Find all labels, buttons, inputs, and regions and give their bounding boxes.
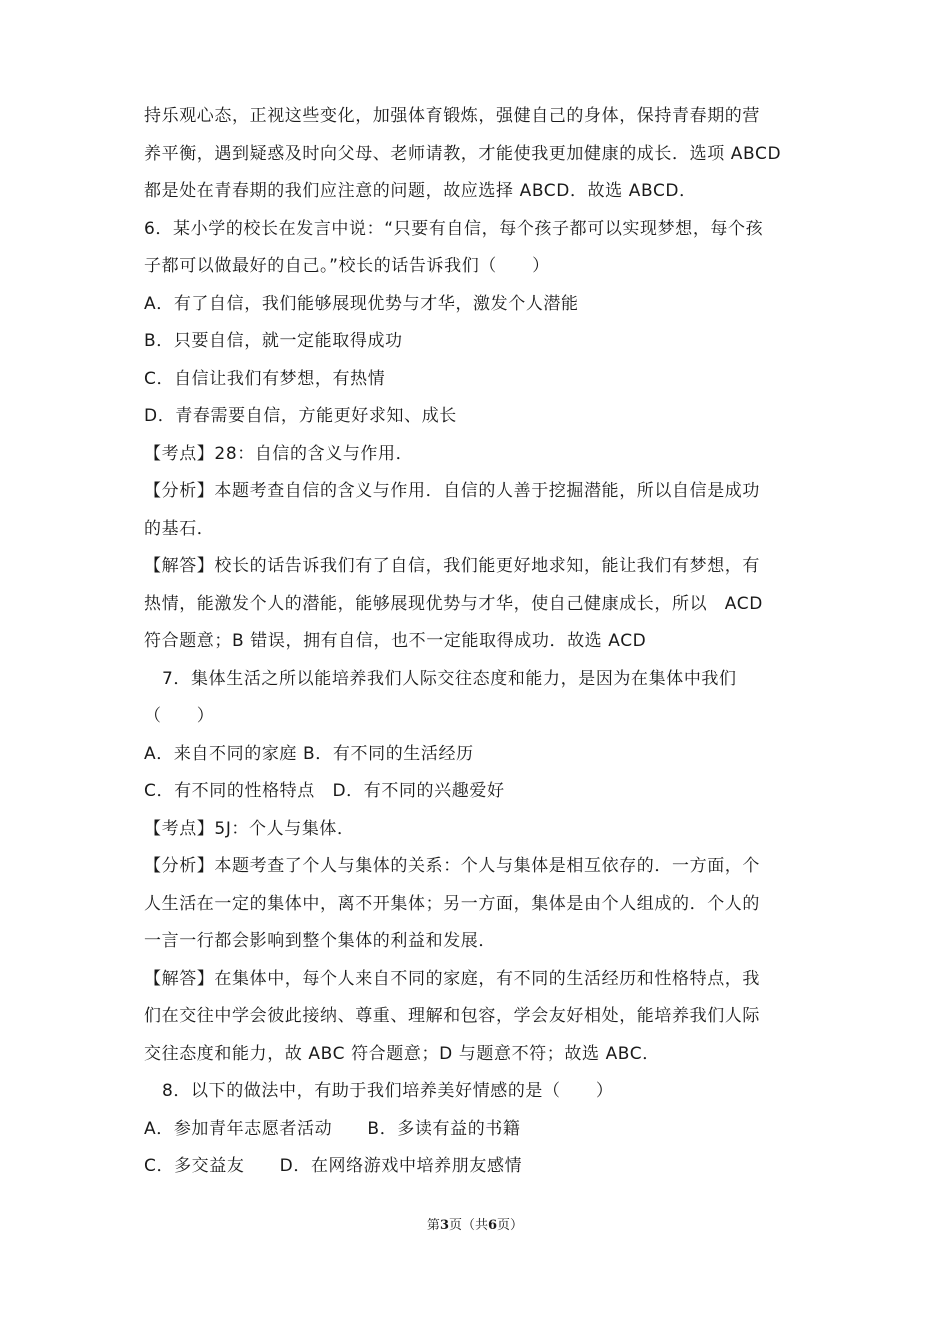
footer-prefix: 第 [426,1218,440,1233]
text-line: 都是处在青春期的我们应注意的问题，故应选择 ABCD．故选 ABCD． [144,181,697,201]
analysis: 【分析】本题考查了个人与集体的关系：个人与集体是相互依存的．一方面，个 [144,856,760,876]
footer-mid: 页（共 [448,1218,488,1233]
option-b: B．只要自信，就一定能取得成功 [144,331,403,351]
answer: 热情，能激发个人的潜能，能够展现优势与才华，使自己健康成长，所以 ACD [144,594,763,614]
question-6-stem: 6．某小学的校长在发言中说：“只要有自信，每个孩子都可以实现梦想，每个孩 [144,219,764,239]
answer: 们在交往中学会彼此接纳、尊重、理解和包容，学会友好相处，能培养我们人际 [144,1006,760,1026]
footer-suffix: 页） [497,1218,524,1233]
answer: 【解答】校长的话告诉我们有了自信，我们能更好地求知，能让我们有梦想，有 [144,556,760,576]
option-d: D．青春需要自信，方能更好求知、成长 [144,406,457,426]
question-8-stem: 8．以下的做法中，有助于我们培养美好情感的是（ ） [162,1081,614,1101]
answer: 【解答】在集体中，每个人来自不同的家庭，有不同的生活经历和性格特点，我 [144,969,760,989]
kaodian: 【考点】28：自信的含义与作用． [144,444,414,464]
kaodian: 【考点】5J：个人与集体． [144,819,355,839]
analysis: 【分析】本题考查自信的含义与作用．自信的人善于挖掘潜能，所以自信是成功 [144,481,760,501]
analysis: 一言一行都会影响到整个集体的利益和发展． [144,931,496,951]
text-line: 养平衡，遇到疑惑及时向父母、老师请教，才能使我更加健康的成长．选项 ABCD [144,144,782,164]
answer: 符合题意；B 错误，拥有自信，也不一定能取得成功．故选 ACD [144,631,647,651]
page-footer [0,1214,950,1233]
option-c: C．自信让我们有梦想，有热情 [144,369,386,389]
question-6-stem: 子都可以做最好的自己。”校长的话告诉我们（ ） [144,256,550,276]
options-cd: C．有不同的性格特点 D．有不同的兴趣爱好 [144,781,505,801]
options-cd: C．多交益友 D．在网络游戏中培养朋友感情 [144,1156,523,1176]
analysis: 的基石． [144,519,215,539]
analysis: 人生活在一定的集体中，离不开集体；另一方面，集体是由个人组成的．个人的 [144,894,760,914]
footer-page-number: 3 [439,1218,449,1233]
option-a: A．有了自信，我们能够展现优势与才华，激发个人潜能 [144,294,579,314]
options-ab: A．参加青年志愿者活动 B．多读有益的书籍 [144,1119,521,1139]
question-7-stem: （ ） [144,706,215,726]
footer-total-pages: 6 [488,1218,498,1233]
options-ab: A．来自不同的家庭 B．有不同的生活经历 [144,744,474,764]
answer: 交往态度和能力，故 ABC 符合题意；D 与题意不符；故选 ABC． [144,1044,660,1064]
text-line: 持乐观心态，正视这些变化，加强体育锻炼，强健自己的身体，保持青春期的营 [144,106,760,126]
question-7-stem: 7．集体生活之所以能培养我们人际交往态度和能力，是因为在集体中我们 [162,669,737,689]
